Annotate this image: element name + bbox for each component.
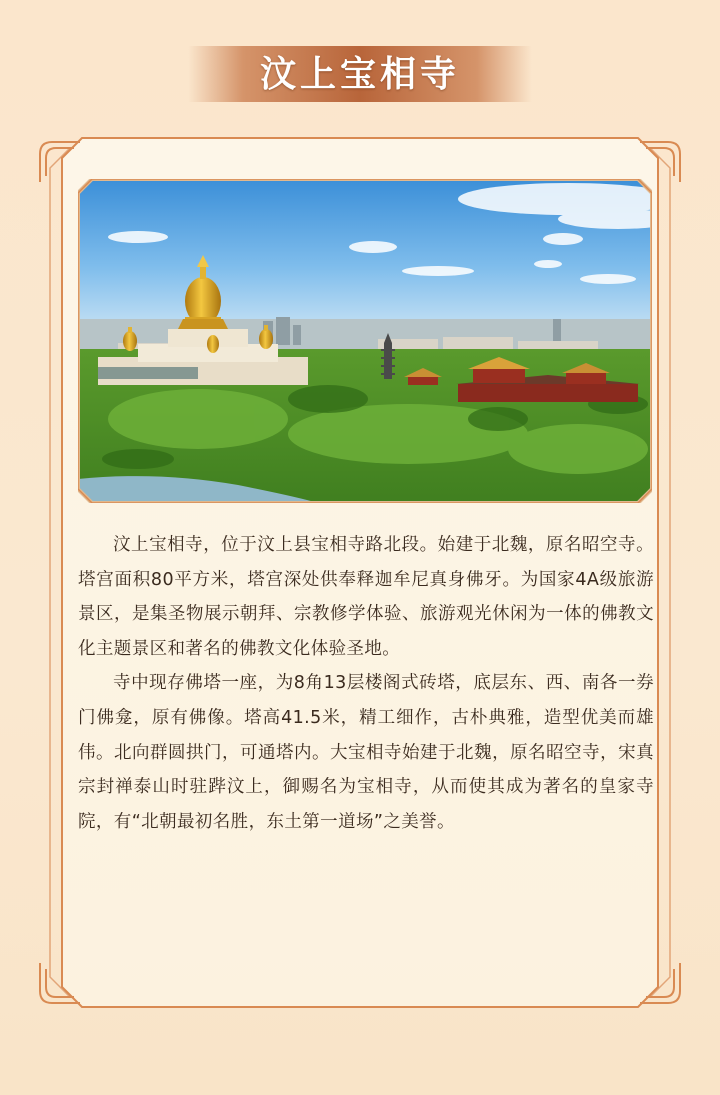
page-title: 汶上宝相寺	[259, 53, 460, 95]
article-paragraph-1: 汶上宝相寺，位于汶上县宝相寺路北段。始建于北魏，原名昭空寺。塔宫面积80平方米，塔宫深处供奉释迦牟尼真身佛牙。为国家4A级旅游景区，是集圣物展示朝拜、宗教修学体验、旅游观光休闲为一体的佛教文化主题景区和著名的佛教文化体验圣地。	[78, 535, 654, 659]
article-paragraph-2: 寺中现存佛塔一座，为8角13层楼阁式砖塔，底层东、西、南各一券门佛龛，原有佛像。塔高41.5米，精工细作，古朴典雅，造型优美而雄伟。北向群圆拱门，可通塔内。大宝相寺始建于北魏，原名昭空寺，宋真宗封禅泰山时驻跸汶上，御赐名为宝相寺，从而使其成为著名的皇家寺院，有“北朝最初名胜，东土第一道场”之美誉。	[78, 673, 654, 832]
temple-photo-illustration	[78, 179, 652, 503]
article-body	[78, 528, 654, 839]
temple-photo	[78, 179, 652, 503]
